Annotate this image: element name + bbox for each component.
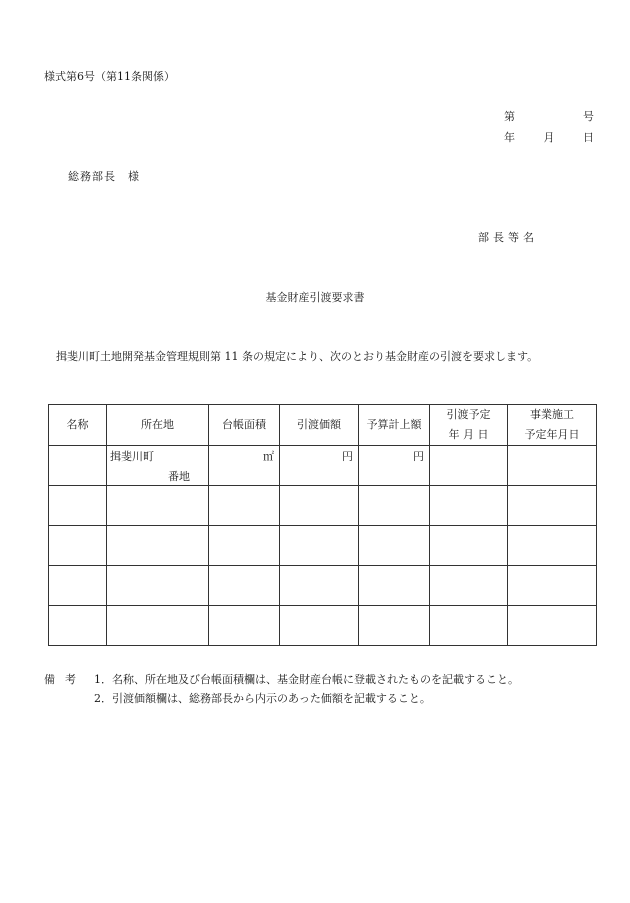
number-suffix: 号 (583, 110, 594, 123)
header-project-date-line1: 事業施工 (530, 408, 574, 421)
document-number-line (504, 108, 594, 124)
body-text: 揖斐川町土地開発基金管理規則第 11 条の規定により、次のとおり基金財産の引渡を要求します。 (56, 350, 539, 363)
cell-project-date[interactable] (508, 486, 597, 526)
table-row (49, 526, 597, 566)
table-header-row (49, 405, 597, 446)
header-delivery-date-line2: 年 月 日 (448, 428, 489, 441)
date-line (504, 129, 594, 145)
header-delivery-date-line1: 引渡予定 (446, 408, 491, 421)
number-prefix: 第 (504, 110, 515, 123)
cell-name[interactable] (49, 486, 107, 526)
cell-name[interactable] (49, 526, 107, 566)
cell-price[interactable] (280, 566, 359, 606)
location-banchi: 番地 (168, 470, 190, 483)
remark-item: 2．引渡価額欄は、総務部長から内示のあった価額を記載すること。 (94, 692, 431, 705)
cell-project-date[interactable] (508, 446, 597, 486)
cell-budget[interactable] (359, 566, 430, 606)
cell-area[interactable] (209, 446, 280, 486)
cell-location[interactable] (107, 566, 209, 606)
cell-price[interactable] (280, 526, 359, 566)
header-name: 名称 (49, 405, 107, 446)
cell-name[interactable] (49, 566, 107, 606)
location-town: 揖斐川町 (110, 450, 154, 463)
table-row (49, 566, 597, 606)
cell-delivery-date[interactable] (430, 566, 508, 606)
header-budget: 予算計上額 (359, 405, 430, 446)
cell-delivery-date[interactable] (430, 486, 508, 526)
table-row (49, 606, 597, 646)
date-day: 日 (583, 131, 594, 144)
area-unit: ㎡ (263, 450, 274, 463)
signer-title: 部長等名 (478, 231, 538, 244)
form-number: 様式第6号（第11条関係） (44, 70, 175, 83)
cell-project-date[interactable] (508, 566, 597, 606)
table-row (49, 486, 597, 526)
cell-budget[interactable] (359, 446, 430, 486)
cell-area[interactable] (209, 566, 280, 606)
cell-budget[interactable] (359, 606, 430, 646)
cell-price[interactable] (280, 606, 359, 646)
header-project-date-line2: 予定年月日 (524, 428, 580, 441)
cell-location[interactable] (107, 446, 209, 486)
addressee: 総務部長 様 (68, 170, 140, 183)
cell-project-date[interactable] (508, 606, 597, 646)
cell-location[interactable] (107, 606, 209, 646)
cell-budget[interactable] (359, 486, 430, 526)
price-unit: 円 (342, 450, 353, 463)
cell-area[interactable] (209, 606, 280, 646)
cell-price[interactable] (280, 446, 359, 486)
cell-project-date[interactable] (508, 526, 597, 566)
date-month: 月 (543, 131, 555, 144)
cell-name[interactable] (49, 606, 107, 646)
date-year: 年 (504, 131, 515, 144)
header-project-date (508, 405, 597, 446)
header-location: 所在地 (107, 405, 209, 446)
header-area: 台帳面積 (209, 405, 280, 446)
cell-area[interactable] (209, 526, 280, 566)
cell-location[interactable] (107, 486, 209, 526)
cell-location[interactable] (107, 526, 209, 566)
table-row (49, 446, 597, 486)
document-title: 基金財産引渡要求書 (265, 291, 365, 304)
header-delivery-date (430, 405, 508, 446)
cell-delivery-date[interactable] (430, 526, 508, 566)
cell-area[interactable] (209, 486, 280, 526)
header-price: 引渡価額 (280, 405, 359, 446)
cell-delivery-date[interactable] (430, 606, 508, 646)
remark-item: 1．名称、所在地及び台帳面積欄は、基金財産台帳に登載されたものを記載すること。 (94, 673, 519, 686)
budget-unit: 円 (413, 450, 424, 463)
remarks-label: 備考 (44, 673, 86, 686)
cell-price[interactable] (280, 486, 359, 526)
cell-delivery-date[interactable] (430, 446, 508, 486)
asset-table (48, 404, 597, 646)
cell-budget[interactable] (359, 526, 430, 566)
cell-name[interactable] (49, 446, 107, 486)
